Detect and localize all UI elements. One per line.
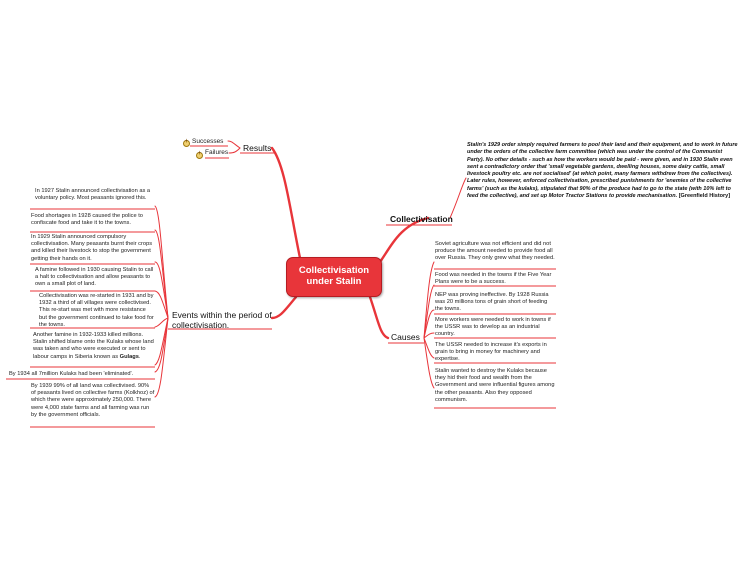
cause-item[interactable]: More workers were needed to work in towns if the USSR was to develop as an industrial country. (435, 317, 551, 338)
event-item[interactable]: Another famine in 1932-1933 killed millions. Stalin shifted blame onto the Kulaks whose land was taken and who were executed or sent to labour camps in Siberia known as Gulags. (33, 332, 154, 360)
event-item[interactable]: In 1927 Stalin announced collectivisation as a voluntary policy. Most peasants ignored this. (35, 188, 151, 202)
collectivisation-source: [Greenfield History] (678, 193, 731, 200)
expand-failures-icon[interactable] (196, 152, 203, 159)
collectivisation-topic[interactable]: Collectivisation (390, 214, 453, 224)
causes-topic[interactable]: Causes (391, 332, 420, 342)
collectivisation-description (467, 142, 739, 200)
central-topic-line2: under Stalin (306, 276, 362, 287)
event-item[interactable]: A famine followed in 1930 causing Stalin to call a halt to collectivisation and allow peasants to own a small plot of land. (35, 267, 154, 288)
gulags-text: Gulags (119, 353, 139, 360)
events-topic[interactable]: Events within the period of collectivisation. (172, 310, 272, 330)
expand-successes-icon[interactable] (183, 140, 190, 147)
central-topic-line1: Collectivisation (298, 265, 370, 276)
results-topic[interactable]: Results (243, 143, 272, 153)
event-item[interactable]: Food shortages in 1928 caused the police to confiscate food and take it to the towns. (31, 213, 143, 227)
failures-topic[interactable]: Failures (205, 149, 229, 156)
cause-item[interactable]: Soviet agriculture was not efficient and did not produce the amount needed to provide food all over Russia. They only grew what they needed. (435, 241, 555, 262)
cause-item[interactable]: Stalin wanted to destroy the Kulaks because they hid their food and wealth from the Government and were influential figures among the other peasants. Also they opposed communism. (435, 368, 555, 403)
event-item[interactable]: By 1939 99% of all land was collectivised. 90% of peasants lived on collective farms (Kolkhoz) of which there were approximately 250,000. There were 4,000 state farms and all farming was run by the government officials. (31, 383, 155, 418)
collectivisation-description-text: Stalin's 1929 order simply required farmers to pool their land and their equipment, and to work in future under the orders of the collective farm committee (which was under the control of the Communist Party). No other details - such as how the workers would be paid - were given, and in 1930 Stalin even sent a contradictory order that 'small vegetable gardens, dwelling houses, some dairy cattle, small livestock poultry etc. are not socialised' (at which point, many farmers withdrew from the collectives). Later rules, however, enforced collectivisation, prescribed punishments for 'enemies of the collective farms' (such as the kulaks), stipulated that 90% of the produce had to go to the state (with 10% left to feed the collective), and set up Motor Tractor Stations to provide mechanisation. (467, 142, 738, 200)
cause-item[interactable]: NEP was proving ineffective. By 1928 Russia was 20 millions tons of grain short of feeding the towns. (435, 292, 549, 313)
cause-item[interactable]: The USSR needed to increase it's exports in grain to bring in money for machinery and expertise. (435, 342, 547, 363)
event-item[interactable]: Collectivisation was re-started in 1931 and by 1932 a third of all villages were collectivised. This re-start was met with more resistance but the government continued to take food for the towns. (39, 293, 154, 328)
successes-topic[interactable]: Successes (192, 138, 224, 145)
cause-item[interactable]: Food was needed in the towns if the Five Year Plans were to be a success. (435, 272, 552, 286)
event-item[interactable]: In 1929 Stalin announced compulsory collectivisation. Many peasants burnt their crops and killed their livestock to stop the government getting their hands on it. (31, 234, 153, 262)
event-item-text: Another famine in 1932-1933 killed millions. Stalin shifted blame onto the Kulaks whose land was taken and who were executed or sent to labour camps in Siberia known as (33, 332, 154, 360)
event-item[interactable]: By 1934 all 7million Kulaks had been 'eliminated'. (9, 371, 134, 377)
central-topic[interactable] (286, 257, 382, 297)
